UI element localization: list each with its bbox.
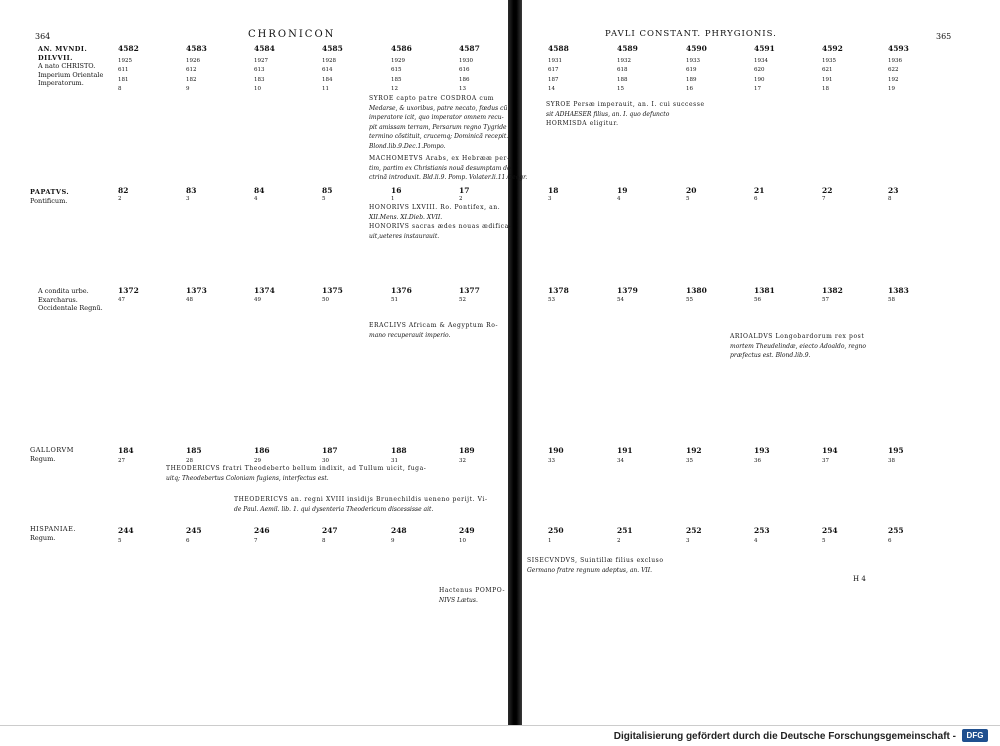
cell-gallorum: 187 [322, 446, 338, 455]
cell-imperatorum: 19 [888, 86, 895, 92]
cell-gallorum_regum: 36 [754, 458, 761, 464]
cell-hispaniae: 249 [459, 526, 475, 535]
cell-pontificum: 5 [322, 196, 326, 202]
signature-mark: H 4 [853, 575, 866, 583]
cell-gallorum_regum: 27 [118, 458, 125, 464]
footer-text: Digitalisierung gefördert durch die Deutsche Forschungsgemeinschaft - [613, 731, 956, 742]
note-arioaldus: ARIOALDVS Longobardorum rex post mortem Theudelindæ, eiecto Adoaldo, regno præfectus est. Blond.lib.9. [730, 333, 866, 360]
cell-imperatorum: 11 [322, 86, 329, 92]
cell-imperium: 182 [186, 77, 197, 83]
cell-christi: 618 [617, 67, 628, 73]
cell-papatus: 84 [254, 186, 265, 195]
cell-urbe: 1380 [686, 286, 707, 295]
cell-pontificum: 3 [548, 196, 552, 202]
cell-papatus: 82 [118, 186, 129, 195]
cell-pontificum: 2 [459, 196, 463, 202]
cell-papatus: 83 [186, 186, 197, 195]
dfg-logo: DFG [962, 729, 988, 742]
cell-hispaniae: 254 [822, 526, 838, 535]
note-theodericus-2: THEODERICVS an. regni XVIII insidijs Brunechildis ueneno perijt. Vi- de Paul. Aemil. lib. 1. qui dysenteria Theodericum discessisse ait. [234, 496, 488, 513]
cell-gallorum_regum: 32 [459, 458, 466, 464]
cell-pontificum: 4 [617, 196, 621, 202]
cell-urbe: 1379 [617, 286, 638, 295]
cell-gallorum: 191 [617, 446, 633, 455]
cell-exarchatus: 56 [754, 297, 761, 303]
cell-christi: 612 [186, 67, 197, 73]
label-galli: GALLORVM Regum. [30, 446, 74, 463]
cell-christi: 615 [391, 67, 402, 73]
cell-gallorum_regum: 28 [186, 458, 193, 464]
label-roma: A condita urbe. Exarcharus. Occidentale Regnũ. [38, 287, 103, 313]
cell-imperium: 190 [754, 77, 765, 83]
cell-papatus: 20 [686, 186, 697, 195]
cell-imperium: 184 [322, 77, 333, 83]
cell-gallorum_regum: 33 [548, 458, 555, 464]
cell-diluvii: 1925 [118, 58, 132, 64]
cell-hispaniae_regum: 7 [254, 538, 258, 544]
cell-diluvii: 1932 [617, 58, 631, 64]
cell-diluvii: 1935 [822, 58, 836, 64]
cell-mundi: 4593 [888, 44, 909, 53]
cell-hispaniae: 255 [888, 526, 904, 535]
right-page-number: 365 [936, 32, 952, 41]
cell-gallorum: 188 [391, 446, 407, 455]
cell-christi: 616 [459, 67, 470, 73]
cell-papatus: 21 [754, 186, 765, 195]
cell-hispaniae_regum: 5 [118, 538, 122, 544]
cell-diluvii: 1936 [888, 58, 902, 64]
cell-hispaniae: 253 [754, 526, 770, 535]
cell-urbe: 1378 [548, 286, 569, 295]
cell-pontificum: 1 [391, 196, 395, 202]
cell-imperium: 191 [822, 77, 833, 83]
cell-imperatorum: 14 [548, 86, 555, 92]
cell-diluvii: 1930 [459, 58, 473, 64]
cell-imperium: 189 [686, 77, 697, 83]
cell-gallorum_regum: 31 [391, 458, 398, 464]
cell-diluvii: 1926 [186, 58, 200, 64]
cell-gallorum_regum: 38 [888, 458, 895, 464]
cell-papatus: 23 [888, 186, 899, 195]
cell-exarchatus: 49 [254, 297, 261, 303]
cell-pontificum: 4 [254, 196, 258, 202]
cell-hispaniae: 244 [118, 526, 134, 535]
note-eraclius: ERACLIVS Africam & Aegyptum Ro- mano recuperauit imperio. [369, 322, 499, 339]
cell-hispaniae: 251 [617, 526, 633, 535]
cell-gallorum: 192 [686, 446, 702, 455]
cell-hispaniae_regum: 8 [322, 538, 326, 544]
cell-papatus: 18 [548, 186, 559, 195]
cell-hispaniae_regum: 3 [686, 538, 690, 544]
cell-gallorum_regum: 34 [617, 458, 624, 464]
cell-papatus: 85 [322, 186, 333, 195]
cell-exarchatus: 50 [322, 297, 329, 303]
cell-hispaniae_regum: 2 [617, 538, 621, 544]
label-hispani: HISPANIAE. Regum. [30, 525, 76, 542]
cell-christi: 619 [686, 67, 697, 73]
cell-exarchatus: 57 [822, 297, 829, 303]
cell-exarchatus: 54 [617, 297, 624, 303]
note-sisecundus: SISECVNDVS, Suintillæ filius excluso Germano fratre regnum adeptus, an. VII. [527, 557, 664, 574]
cell-pontificum: 6 [754, 196, 758, 202]
note-theodericus-1: THEODERICVS fratri Theodeberto bellum indixit, ad Tullum uicit, fuga- uitq; Theodebertus Coloniam fugiens, interfectus est. [166, 465, 427, 482]
cell-mundi: 4592 [822, 44, 843, 53]
cell-hispaniae: 247 [322, 526, 338, 535]
cell-pontificum: 2 [118, 196, 122, 202]
cell-papatus: 16 [391, 186, 402, 195]
right-running-title: PAVLI CONSTANT. PHRYGIONIS. [605, 29, 777, 39]
cell-mundi: 4584 [254, 44, 275, 53]
cell-urbe: 1373 [186, 286, 207, 295]
cell-papatus: 17 [459, 186, 470, 195]
cell-exarchatus: 52 [459, 297, 466, 303]
cell-hispaniae: 250 [548, 526, 564, 535]
cell-gallorum: 185 [186, 446, 202, 455]
cell-urbe: 1374 [254, 286, 275, 295]
cell-exarchatus: 51 [391, 297, 398, 303]
cell-gallorum: 184 [118, 446, 134, 455]
cell-diluvii: 1934 [754, 58, 768, 64]
cell-imperium: 185 [391, 77, 402, 83]
cell-mundi: 4585 [322, 44, 343, 53]
cell-mundi: 4589 [617, 44, 638, 53]
cell-mundi: 4591 [754, 44, 775, 53]
cell-urbe: 1383 [888, 286, 909, 295]
cell-gallorum_regum: 30 [322, 458, 329, 464]
cell-hispaniae_regum: 6 [888, 538, 892, 544]
cell-urbe: 1381 [754, 286, 775, 295]
cell-gallorum_regum: 35 [686, 458, 693, 464]
cell-christi: 620 [754, 67, 765, 73]
cell-diluvii: 1927 [254, 58, 268, 64]
cell-pontificum: 5 [686, 196, 690, 202]
cell-gallorum: 186 [254, 446, 270, 455]
cell-diluvii: 1933 [686, 58, 700, 64]
cell-imperium: 186 [459, 77, 470, 83]
cell-imperatorum: 18 [822, 86, 829, 92]
cell-hispaniae_regum: 4 [754, 538, 758, 544]
note-machometus: MACHOMETVS Arabs, ex Hebrææ per- tim, partim ex Christianis nouã desumptam do ctrinã introduxit. Bld.li.9. Pomp. Volater.li.11.Geogr. [369, 155, 528, 182]
cell-hispaniae_regum: 9 [391, 538, 395, 544]
label-papatus: PAPATVS. Pontificum. [30, 188, 70, 205]
cell-gallorum: 189 [459, 446, 475, 455]
left-running-title: CHRONICON [248, 29, 336, 40]
cell-hispaniae_regum: 5 [822, 538, 826, 544]
cell-imperatorum: 16 [686, 86, 693, 92]
cell-pontificum: 3 [186, 196, 190, 202]
cell-imperatorum: 9 [186, 86, 190, 92]
note-pomponius: Hactenus POMPO- NIVS Lætus. [439, 587, 506, 604]
cell-imperium: 188 [617, 77, 628, 83]
cell-diluvii: 1929 [391, 58, 405, 64]
cell-mundi: 4582 [118, 44, 139, 53]
cell-urbe: 1372 [118, 286, 139, 295]
cell-christi: 621 [822, 67, 833, 73]
cell-christi: 614 [322, 67, 333, 73]
cell-gallorum: 194 [822, 446, 838, 455]
cell-mundi: 4586 [391, 44, 412, 53]
cell-imperatorum: 8 [118, 86, 122, 92]
cell-christi: 622 [888, 67, 899, 73]
cell-hispaniae: 252 [686, 526, 702, 535]
book-gutter [508, 0, 522, 725]
note-honorius: HONORIVS LXVIII. Ro. Pontifex, an. XII.Mens. XI.Dieb. XVII. HONORIVS sacras ædes nouas ædifica- uit,ueteres instaurauit. [369, 204, 512, 240]
cell-diluvii: 1931 [548, 58, 562, 64]
cell-hispaniae: 246 [254, 526, 270, 535]
cell-papatus: 19 [617, 186, 628, 195]
cell-imperatorum: 17 [754, 86, 761, 92]
cell-hispaniae: 245 [186, 526, 202, 535]
cell-exarchatus: 55 [686, 297, 693, 303]
cell-hispaniae: 248 [391, 526, 407, 535]
cell-pontificum: 8 [888, 196, 892, 202]
cell-exarchatus: 58 [888, 297, 895, 303]
cell-imperatorum: 10 [254, 86, 261, 92]
cell-exarchatus: 48 [186, 297, 193, 303]
cell-mundi: 4583 [186, 44, 207, 53]
cell-christi: 613 [254, 67, 265, 73]
cell-gallorum: 195 [888, 446, 904, 455]
cell-mundi: 4590 [686, 44, 707, 53]
cell-gallorum: 193 [754, 446, 770, 455]
cell-imperium: 187 [548, 77, 559, 83]
cell-hispaniae_regum: 10 [459, 538, 466, 544]
cell-papatus: 22 [822, 186, 833, 195]
cell-urbe: 1377 [459, 286, 480, 295]
cell-hispaniae_regum: 1 [548, 538, 552, 544]
cell-hispaniae_regum: 6 [186, 538, 190, 544]
cell-imperium: 183 [254, 77, 265, 83]
cell-pontificum: 7 [822, 196, 826, 202]
label-annus: AN. MVNDI. DILVVII. A nato CHRISTO. Imperium Orientale Imperatorum. [38, 45, 104, 88]
cell-imperium: 192 [888, 77, 899, 83]
footer-bar [0, 725, 1000, 746]
cell-gallorum_regum: 37 [822, 458, 829, 464]
cell-urbe: 1376 [391, 286, 412, 295]
cell-christi: 611 [118, 67, 129, 73]
left-page-number: 364 [35, 32, 51, 41]
cell-mundi: 4588 [548, 44, 569, 53]
cell-diluvii: 1928 [322, 58, 336, 64]
cell-imperatorum: 12 [391, 86, 398, 92]
cell-exarchatus: 47 [118, 297, 125, 303]
cell-urbe: 1382 [822, 286, 843, 295]
cell-exarchatus: 53 [548, 297, 555, 303]
note-syroe-left: SYROE capto patre COSDROA cum Medarse, & uxoribus, patre necato, fœdus cũ imperatore icit, quo imperator omnem recu- pit amissam terram, Persarum regno Tygride termino cõstituit, crucemq; Dominicã recepit. Blond.lib.9.Dec.1.Pompo. [369, 95, 509, 150]
cell-imperatorum: 13 [459, 86, 466, 92]
cell-imperium: 181 [118, 77, 129, 83]
cell-imperatorum: 15 [617, 86, 624, 92]
cell-christi: 617 [548, 67, 559, 73]
cell-mundi: 4587 [459, 44, 480, 53]
cell-urbe: 1375 [322, 286, 343, 295]
cell-gallorum: 190 [548, 446, 564, 455]
cell-gallorum_regum: 29 [254, 458, 261, 464]
note-syroe-right: SYROE Persæ imperauit, an. I. cui successe sit ADHAESER filius, an. I. quo defuncto HORMISDA eligitur. [546, 101, 705, 128]
